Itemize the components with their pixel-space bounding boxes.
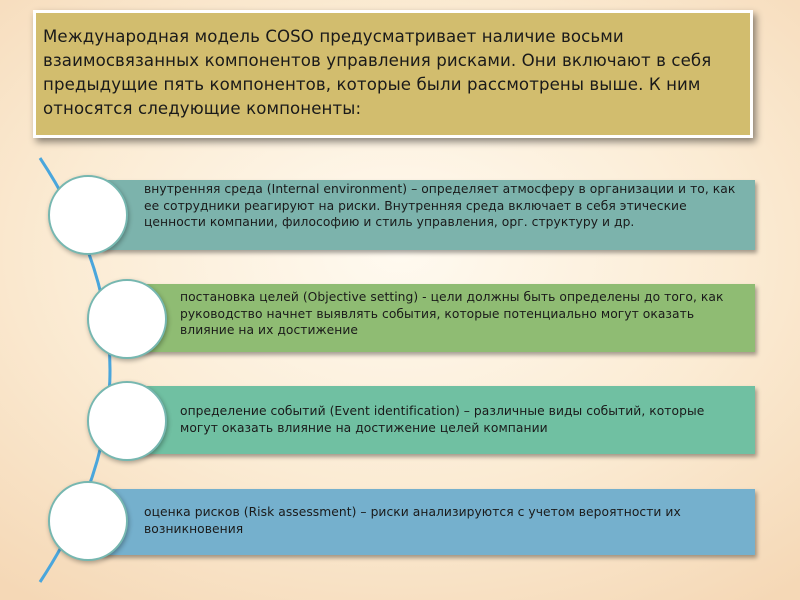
bullet-circle — [87, 279, 167, 359]
component-text: оценка рисков (Risk assessment) – риски анализируются с учетом вероятности их возникновения — [144, 505, 681, 536]
component-bar-internal-environment — [100, 180, 755, 250]
component-text: определение событий (Event identification) – различные виды событий, которые могут оказать влияние на достижение целей компании — [180, 404, 705, 435]
bullet-circle — [48, 175, 128, 255]
bullet-circle — [48, 481, 128, 561]
component-bar-event-identification — [130, 386, 755, 454]
component-bar-objective-setting — [130, 284, 755, 352]
bullet-circle — [87, 381, 167, 461]
component-bar-risk-assessment — [100, 489, 755, 555]
header-text: Международная модель COSO предусматривает наличие восьми взаимосвязанных компонентов управления рисками. Они включают в себя предыдущие пять компонентов, которые были рассмотрены выше. К ним относятся следующие компоненты: — [43, 27, 712, 118]
component-text: внутренняя среда (Internal environment) – определяет атмосферу в организации и то, как ее сотрудники реагируют на риски. Внутренняя среда включает в себя этические ценности компании, философию и стиль управления, орг. структуру и др. — [144, 182, 736, 229]
component-text: постановка целей (Objective setting) - цели должны быть определены до того, как руководство начнет выявлять события, которые потенциально могут оказать влияние на их достижение — [180, 290, 724, 337]
